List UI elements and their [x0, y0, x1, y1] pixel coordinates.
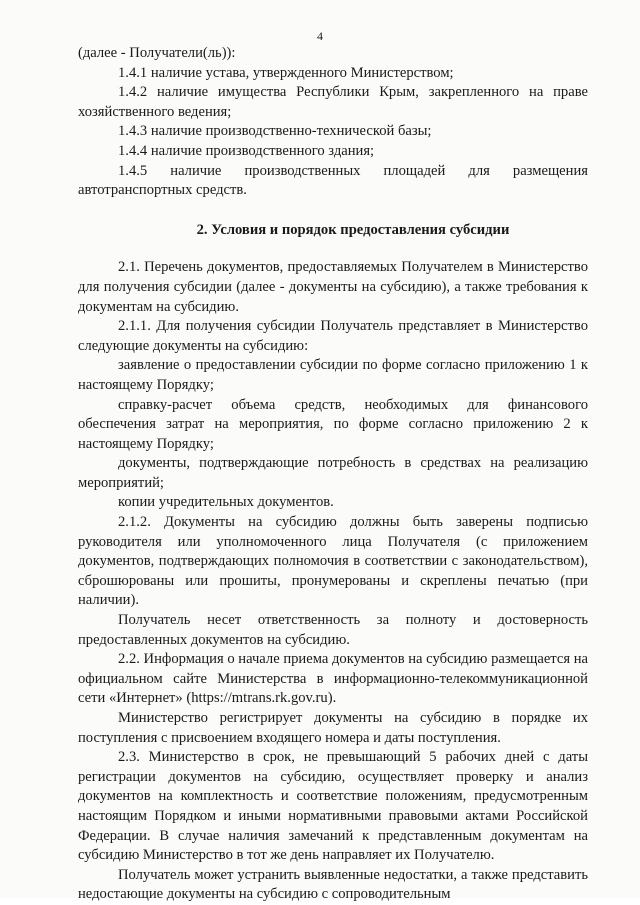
paragraph-2-1: 2.1. Перечень документов, предоставляемых Получателем в Министерство для получения субсидии (далее - документы на субсидию), а также требования к документам на субсидию. — [78, 259, 588, 315]
paragraph-2-2: 2.2. Информация о начале приема документов на субсидию размещается на официальном сайте Министерства в информационно-телекоммуникационной сети «Интернет» (https://mtrans.rk.gov.ru). — [78, 651, 588, 707]
paragraph-2-1-2: 2.1.2. Документы на субсидию должны быть заверены подписью руководителя или уполномоченного лица Получателя (с приложением документов, подтверждающих полномочия в соответствии с законодательством), сброшюрованы или прошиты, пронумерованы и скреплены печатью (при наличии). — [78, 514, 588, 609]
paragraph-responsibility: Получатель несет ответственность за полноту и достоверность предоставленных документов на субсидию. — [78, 612, 588, 648]
section-heading: 2. Условия и порядок предоставления субсидии — [196, 221, 510, 238]
paragraph-calculation: справку-расчет объема средств, необходимых для финансового обеспечения затрат на мероприятия, по форме согласно приложению 2 к настоящему Порядку; — [78, 396, 588, 452]
paragraph-recipient-fix: Получатель может устранить выявленные недостатки, а также представить недостающие документы на субсидию с сопроводительным — [78, 866, 588, 903]
spacer — [78, 201, 588, 221]
paragraph-recipients: (далее - Получатели(ль)): — [78, 45, 236, 61]
paragraph-1-4-2: 1.4.2 наличие имущества Республики Крым, закрепленного на праве хозяйственного ведения; — [78, 84, 588, 120]
paragraph-1-4-4: 1.4.4 наличие производственного здания; — [118, 142, 375, 159]
paragraph-registration: Министерство регистрирует документы на субсидию в порядке их поступления с присвоением входящего номера и даты поступления. — [78, 710, 588, 746]
page-number: 4 — [317, 29, 323, 43]
spacer — [78, 240, 588, 258]
paragraph-1-4-1: 1.4.1 наличие устава, утвержденного Министерством; — [118, 64, 454, 81]
paragraph-2-3: 2.3. Министерство в срок, не превышающий 5 рабочих дней с даты регистрации документов на субсидию, осуществляет проверку и анализ документов на комплектность и соответствие положениям, предусмотренным настоящим Порядком и иными нормативными правовыми актами Российской Федерации. В случае наличия замечаний к представленным документам на субсидию Министерство в тот же день направляет их Получателю. — [78, 749, 588, 864]
paragraph-need-documents: документы, подтверждающие потребность в средствах на реализацию мероприятий; — [78, 455, 588, 491]
paragraph-application: заявление о предоставлении субсидии по форме согласно приложению 1 к настоящему Порядку; — [78, 357, 588, 393]
paragraph-2-1-1: 2.1.1. Для получения субсидии Получатель представляет в Министерство следующие документы на субсидию: — [78, 318, 588, 354]
paragraph-1-4-3: 1.4.3 наличие производственно-технической базы; — [118, 123, 432, 140]
paragraph-founding-copies: копии учредительных документов. — [118, 494, 334, 511]
paragraph-1-4-5: 1.4.5 наличие производственных площадей для размещения автотранспортных средств. — [78, 162, 588, 199]
document-body — [78, 44, 588, 905]
